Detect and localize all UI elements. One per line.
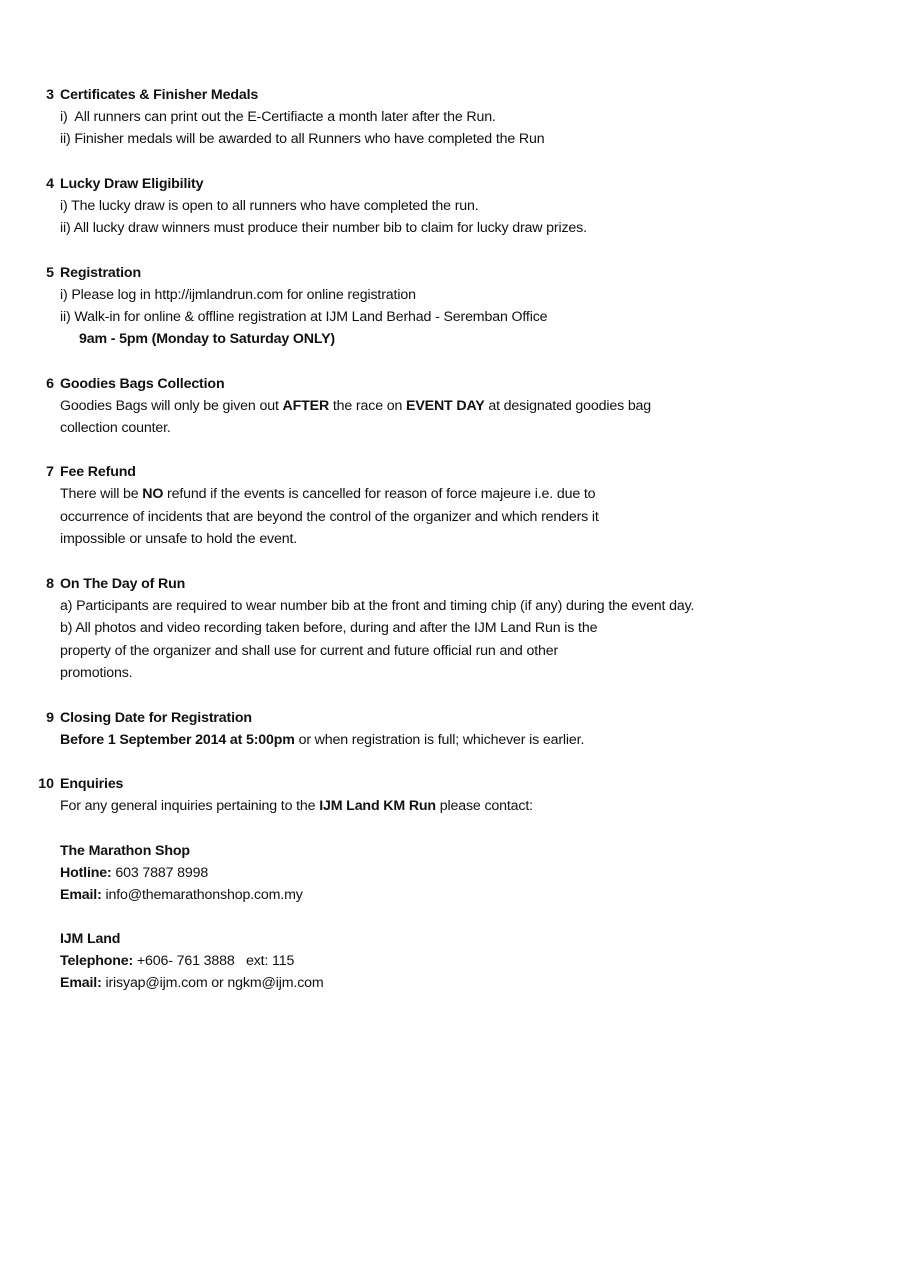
section-number: 8 xyxy=(46,576,54,592)
section-line: occurrence of incidents that are beyond the control of the organizer and which renders it xyxy=(60,509,599,525)
office-hours: 9am - 5pm (Monday to Saturday ONLY) xyxy=(79,331,335,347)
section-line: ii) All lucky draw winners must produce their number bib to claim for lucky draw prizes. xyxy=(60,220,587,236)
section-line xyxy=(60,395,651,417)
contact-label: Hotline: xyxy=(60,865,112,881)
contact-label: Telephone: xyxy=(60,953,134,969)
section-title: Enquiries xyxy=(60,776,124,792)
section-line: impossible or unsafe to hold the event. xyxy=(60,531,298,547)
text: at designated goodies bag xyxy=(484,398,652,414)
section-title: Registration xyxy=(60,265,141,281)
section-title: On The Day of Run xyxy=(60,576,186,592)
section-title: Goodies Bags Collection xyxy=(60,376,225,392)
section-line: ii) Finisher medals will be awarded to all Runners who have completed the Run xyxy=(60,131,545,147)
text: or when registration is full; whichever is earlier. xyxy=(294,732,585,748)
section-line xyxy=(60,729,584,751)
section-line: property of the organizer and shall use for current and future official run and other xyxy=(60,643,559,659)
section-number: 3 xyxy=(46,87,54,103)
text: Goodies Bags will only be given out xyxy=(60,398,283,414)
section-line: collection counter. xyxy=(60,420,171,436)
contact-name: The Marathon Shop xyxy=(60,843,190,859)
text: the race on xyxy=(329,398,406,414)
contact-value: +606- 761 3888 ext: 115 xyxy=(133,953,295,969)
contact-label: Email: xyxy=(60,887,102,903)
section-line xyxy=(60,483,595,505)
section-title: Certificates & Finisher Medals xyxy=(60,87,259,103)
text: There will be xyxy=(60,486,143,502)
section-number: 4 xyxy=(46,176,54,192)
section-number: 9 xyxy=(46,710,54,726)
section-number: 7 xyxy=(46,464,54,480)
contact-value: info@themarathonshop.com.my xyxy=(101,887,303,903)
contact-value: 603 7887 8998 xyxy=(111,865,209,881)
contact-label: Email: xyxy=(60,975,102,991)
section-line: b) All photos and video recording taken before, during and after the IJM Land Run is the xyxy=(60,620,598,636)
section-title: Fee Refund xyxy=(60,464,136,480)
section-line: i) Please log in http://ijmlandrun.com for online registration xyxy=(60,287,416,303)
section-line: promotions. xyxy=(60,665,133,681)
event-name: IJM Land KM Run xyxy=(319,798,436,814)
section-title: Lucky Draw Eligibility xyxy=(60,176,204,192)
contact-name: IJM Land xyxy=(60,931,121,947)
section-line: ii) Walk-in for online & offline registration at IJM Land Berhad - Seremban Office xyxy=(60,309,548,325)
contact-telephone xyxy=(60,950,294,972)
contact-email xyxy=(60,972,324,994)
emphasis-text: AFTER xyxy=(282,398,330,414)
section-line: i) The lucky draw is open to all runners who have completed the run. xyxy=(60,198,479,214)
section-title: Closing Date for Registration xyxy=(60,710,252,726)
contact-value: irisyap@ijm.com or ngkm@ijm.com xyxy=(101,975,324,991)
section-number: 5 xyxy=(46,265,54,281)
contact-email xyxy=(60,884,303,906)
text: refund if the events is cancelled for reason of force majeure i.e. due to xyxy=(163,486,596,502)
section-line: a) Participants are required to wear number bib at the front and timing chip (if any) during the event day. xyxy=(60,598,695,614)
section-line: i) All runners can print out the E-Certifiacte a month later after the Run. xyxy=(60,109,496,125)
section-number: 6 xyxy=(46,376,54,392)
text: For any general inquiries pertaining to the xyxy=(60,798,320,814)
closing-date: Before 1 September 2014 at 5:00pm xyxy=(60,732,295,748)
emphasis-text: EVENT DAY xyxy=(406,398,485,414)
section-number: 10 xyxy=(38,776,54,792)
contact-hotline xyxy=(60,862,208,884)
section-line xyxy=(60,795,533,817)
emphasis-text: NO xyxy=(142,486,164,502)
text: please contact: xyxy=(435,798,533,814)
